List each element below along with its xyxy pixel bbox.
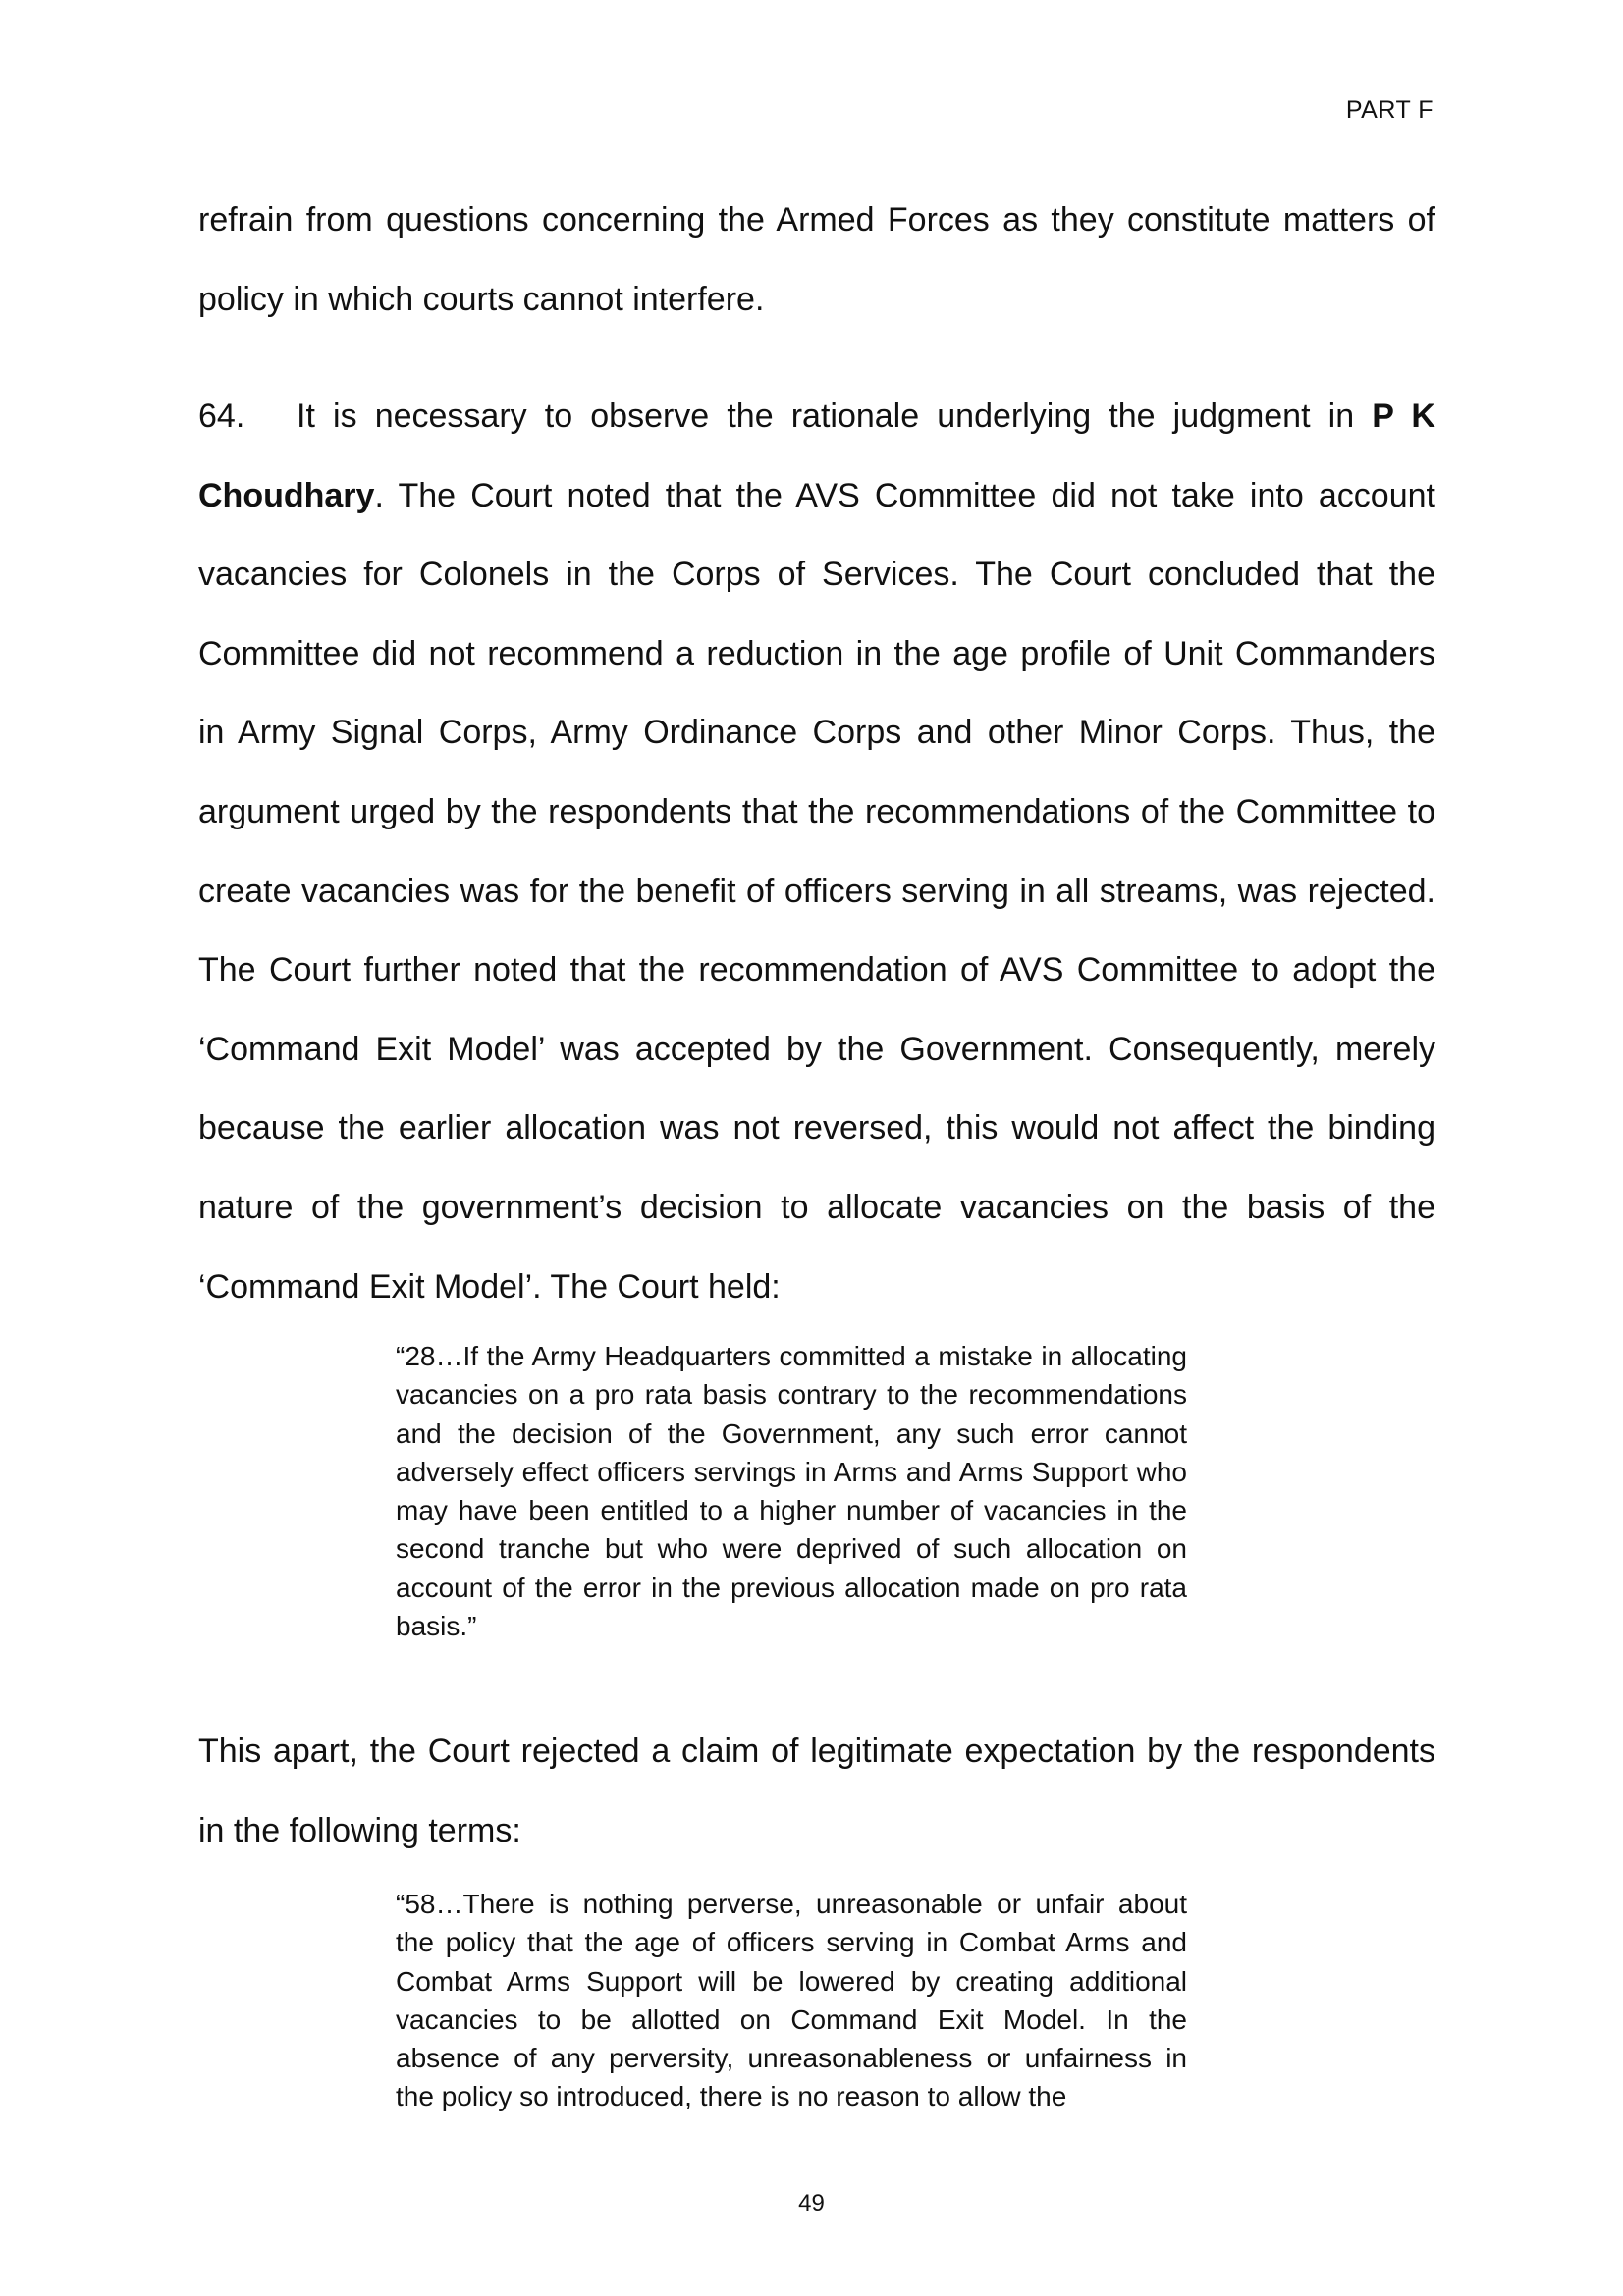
paragraph-64: [198, 377, 1435, 1326]
paragraph-lead: It is necessary to observe the rationale underlying the judgment in: [297, 398, 1373, 435]
block-quote-28: “28…If the Army Headquarters committed a mistake in allocating vacancies on a pro rata basis contrary to the recommendations and the decision of the Government, any such error cannot adversely effect officers servings in Arms and Arms Support who may have been entitled to a higher number of vacancies in the second tranche but who were deprived of such allocation on account of the error in the previous allocation made on pro rata basis.”: [396, 1341, 1187, 1642]
part-header: PART F: [1345, 96, 1434, 124]
case-name: P K Choudhary: [198, 398, 1435, 514]
block-quote-58: “58…There is nothing perverse, unreasonable or unfair about the policy that the age of officers serving in Combat Arms and Combat Arms Support will be lowered by creating additional vacancies to be allotted on Command Exit Model. In the absence of any perversity, unreasonableness or unfairness in the policy so introduced, there is no reason to allow the: [396, 1889, 1187, 2112]
page-number: 49: [798, 2190, 825, 2216]
paragraph-legitimate-expectation: This apart, the Court rejected a claim of legitimate expectation by the respondents in the following terms:: [198, 1733, 1435, 1849]
paragraph-continuation: refrain from questions concerning the Armed Forces as they constitute matters of policy in which courts cannot interfere.: [198, 201, 1435, 318]
paragraph-number: 64.: [198, 398, 245, 435]
paragraph-body: . The Court noted that the AVS Committee did not take into account vacancies for Colonels in the Corps of Services. The Court concluded that the Committee did not recommend a reduction in the age profile of Unit Commanders in Army Signal Corps, Army Ordinance Corps and other Minor Corps. Thus, the argument urged by the respondents that the recommendations of the Committee to create vacancies was for the benefit of officers serving in all streams, was rejected. The Court further noted that the recommendation of AVS Committee to adopt the ‘Command Exit Model’ was accepted by the Government. Consequently, merely because the earlier allocation was not reversed, this would not affect the binding nature of the government’s decision to allocate vacancies on the basis of the ‘Command Exit Model’. The Court held:: [198, 476, 1435, 1306]
